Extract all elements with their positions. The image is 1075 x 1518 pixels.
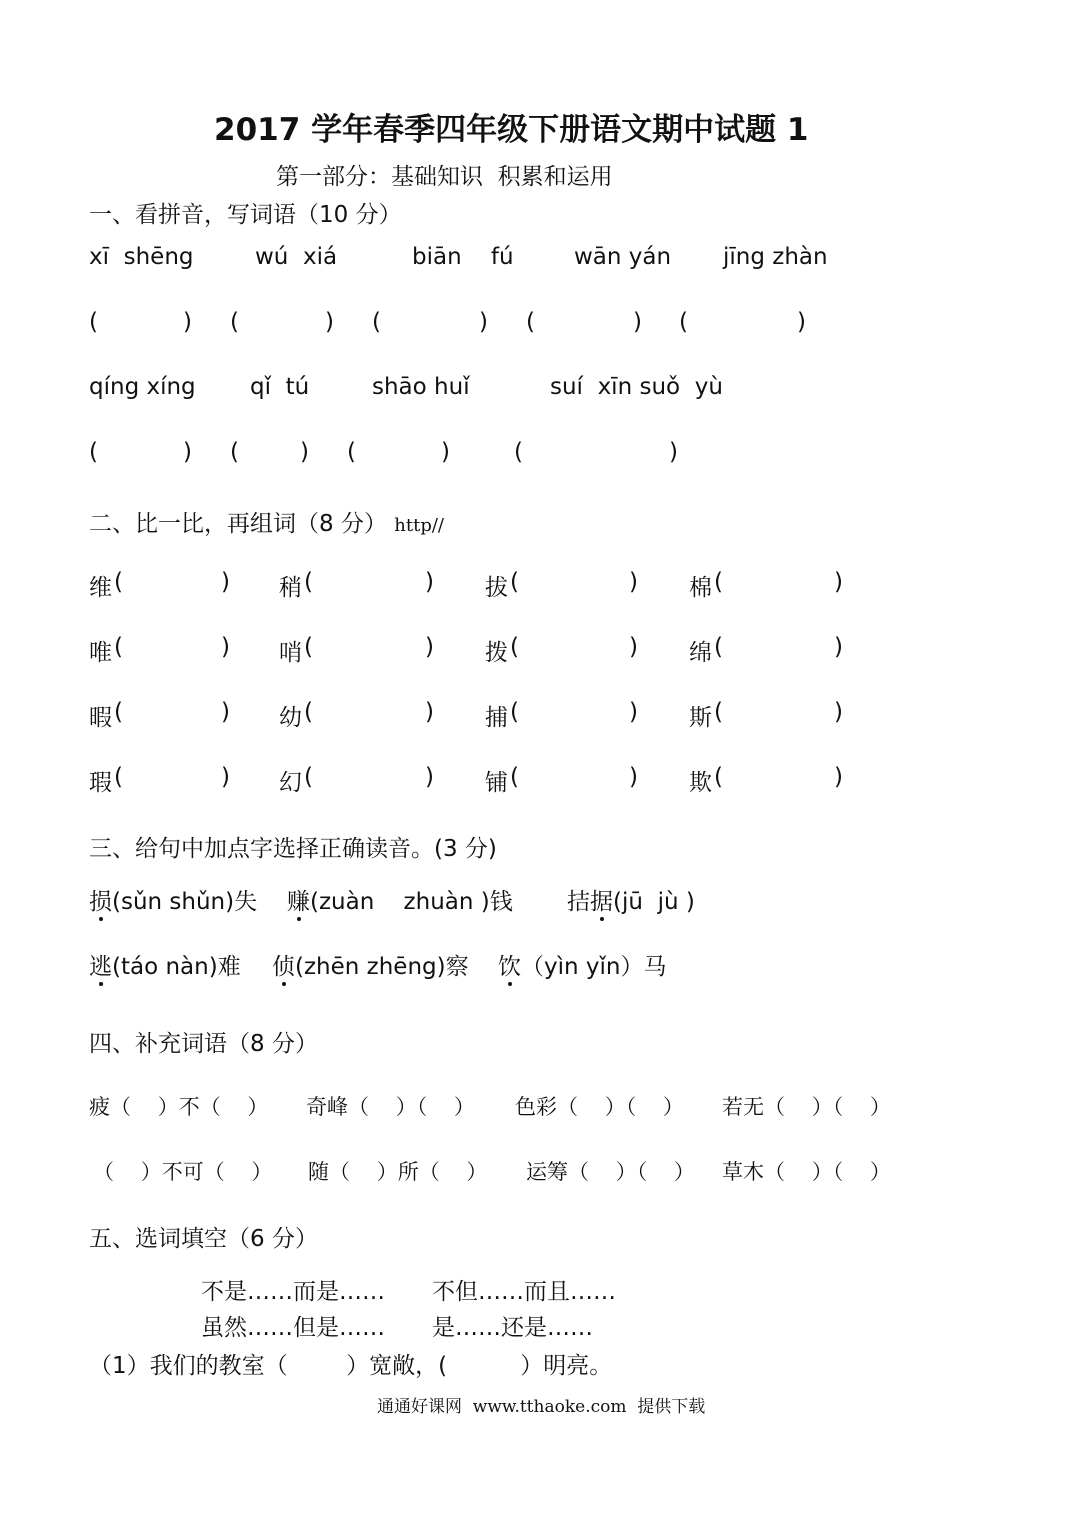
paren-open: ( [714, 569, 723, 595]
reading-item [89, 883, 257, 916]
paren-close: ) [221, 764, 230, 790]
dotted-char: 饮 [498, 948, 521, 981]
idiom-item: （ ）不可（ ） [93, 1160, 273, 1184]
idiom-item: 色彩（ ）（ ） [515, 1095, 684, 1119]
paren-close: ) [633, 309, 642, 335]
page-title: 2017 学年春季四年级下册语文期中试题 1 [214, 112, 809, 148]
paren-open: ( [526, 309, 535, 335]
reading-item [567, 883, 695, 916]
dotted-char: 赚 [287, 883, 310, 916]
reading-options: (zuàn zhuàn )钱 [310, 889, 513, 915]
section-2-title: 二、比一比，再组词（8 分） [89, 511, 387, 537]
word-option: 是……还是…… [432, 1315, 593, 1341]
paren-close: ) [441, 439, 450, 465]
pinyin: shāo huǐ [372, 374, 470, 400]
paren-close: ) [300, 439, 309, 465]
paren-close: ) [425, 634, 434, 660]
paren-close: ) [221, 634, 230, 660]
paren-open: ( [114, 569, 123, 595]
paren-open: ( [304, 699, 313, 725]
compare-char: 稍 [279, 575, 302, 601]
page-subtitle: 第一部分：基础知识 积累和运用 [276, 164, 613, 190]
paren-open: ( [514, 439, 523, 465]
compare-char: 捕 [485, 705, 508, 731]
compare-char: 维 [89, 575, 112, 601]
paren-close: ) [183, 439, 192, 465]
pinyin: xī shēng [89, 244, 194, 270]
compare-char: 幼 [279, 705, 302, 731]
paren-close: ) [834, 764, 843, 790]
idiom-item: 随（ ）所（ ） [308, 1160, 488, 1184]
paren-close: ) [834, 699, 843, 725]
pinyin: wú xiá [255, 244, 338, 270]
reading-options: (táo nàn)难 [112, 954, 241, 980]
pinyin: biān fú [412, 244, 514, 270]
paren-open: ( [714, 764, 723, 790]
idiom-item: 运筹（ ）（ ） [526, 1160, 695, 1184]
idiom-item: 草木（ ）（ ） [722, 1160, 891, 1184]
paren-open: ( [510, 569, 519, 595]
reading-options: (zhēn zhēng)察 [295, 954, 469, 980]
reading-item [272, 948, 469, 981]
paren-close: ) [629, 634, 638, 660]
paren-close: ) [834, 634, 843, 660]
compare-char: 绵 [689, 640, 712, 666]
paren-open: ( [372, 309, 381, 335]
word-option: 不是……而是…… [201, 1279, 385, 1305]
url-fragment: http// [394, 515, 444, 536]
compare-char: 棉 [689, 575, 712, 601]
compare-char: 拔 [485, 575, 508, 601]
reading-options: (sǔn shǔn)失 [112, 889, 258, 915]
paren-open: ( [714, 634, 723, 660]
plain-char: 拮 [567, 889, 590, 915]
paren-open: ( [510, 634, 519, 660]
paren-open: ( [304, 634, 313, 660]
footer: 通通好课网 www.tthaoke.com 提供下载 [377, 1397, 706, 1417]
paren-close: ) [797, 309, 806, 335]
reading-item [498, 948, 666, 981]
paren-close: ) [183, 309, 192, 335]
paren-close: ) [221, 569, 230, 595]
dotted-char: 据 [590, 883, 613, 916]
paren-open: ( [510, 699, 519, 725]
word-option: 不但……而且…… [432, 1279, 616, 1305]
dotted-char: 逃 [89, 948, 112, 981]
reading-item [89, 948, 241, 981]
paren-close: ) [325, 309, 334, 335]
pinyin: jīng zhàn [723, 244, 828, 270]
dotted-char: 损 [89, 883, 112, 916]
compare-char: 暇 [89, 705, 112, 731]
section-1-heading: 一、看拼音，写词语（10 分） [89, 202, 402, 228]
compare-char: 铺 [485, 770, 508, 796]
reading-options: (jū jù ) [613, 889, 695, 915]
paren-open: ( [304, 569, 313, 595]
pinyin: wān yán [574, 244, 672, 270]
reading-options: （yìn yǐn）马 [521, 954, 667, 980]
section-2-heading [89, 505, 444, 538]
paren-close: ) [629, 569, 638, 595]
paren-close: ) [834, 569, 843, 595]
paren-close: ) [425, 699, 434, 725]
section-4-heading: 四、补充词语（8 分） [89, 1031, 318, 1057]
paren-open: ( [114, 634, 123, 660]
idiom-item: 奇峰（ ）（ ） [306, 1095, 475, 1119]
paren-close: ) [669, 439, 678, 465]
compare-char: 幻 [279, 770, 302, 796]
reading-item [287, 883, 513, 916]
compare-char: 斯 [689, 705, 712, 731]
compare-char: 欺 [689, 770, 712, 796]
paren-close: ) [629, 699, 638, 725]
paren-open: ( [114, 699, 123, 725]
question-1: （1）我们的教室（ ）宽敞，( ）明亮。 [89, 1353, 613, 1379]
pinyin: qǐ tú [250, 374, 310, 400]
compare-char: 拨 [485, 640, 508, 666]
paren-open: ( [230, 439, 239, 465]
paren-close: ) [425, 569, 434, 595]
compare-char: 哨 [279, 640, 302, 666]
paren-open: ( [304, 764, 313, 790]
paren-close: ) [479, 309, 488, 335]
paren-close: ) [221, 699, 230, 725]
paren-close: ) [629, 764, 638, 790]
compare-char: 唯 [89, 640, 112, 666]
paren-open: ( [89, 439, 98, 465]
idiom-item: 疲（ ）不（ ） [89, 1095, 269, 1119]
paren-open: ( [347, 439, 356, 465]
paren-open: ( [679, 309, 688, 335]
paren-open: ( [714, 699, 723, 725]
section-3-heading: 三、给句中加点字选择正确读音。(3 分) [89, 836, 497, 862]
section-5-heading: 五、选词填空（6 分） [89, 1226, 318, 1252]
paren-open: ( [114, 764, 123, 790]
idiom-item: 若无（ ）（ ） [722, 1095, 891, 1119]
compare-char: 瑕 [89, 770, 112, 796]
paren-open: ( [510, 764, 519, 790]
paren-open: ( [89, 309, 98, 335]
dotted-char: 侦 [272, 948, 295, 981]
paren-close: ) [425, 764, 434, 790]
pinyin: qíng xíng [89, 374, 196, 400]
pinyin: suí xīn suǒ yù [550, 374, 723, 400]
word-option: 虽然……但是…… [201, 1315, 385, 1341]
paren-open: ( [230, 309, 239, 335]
